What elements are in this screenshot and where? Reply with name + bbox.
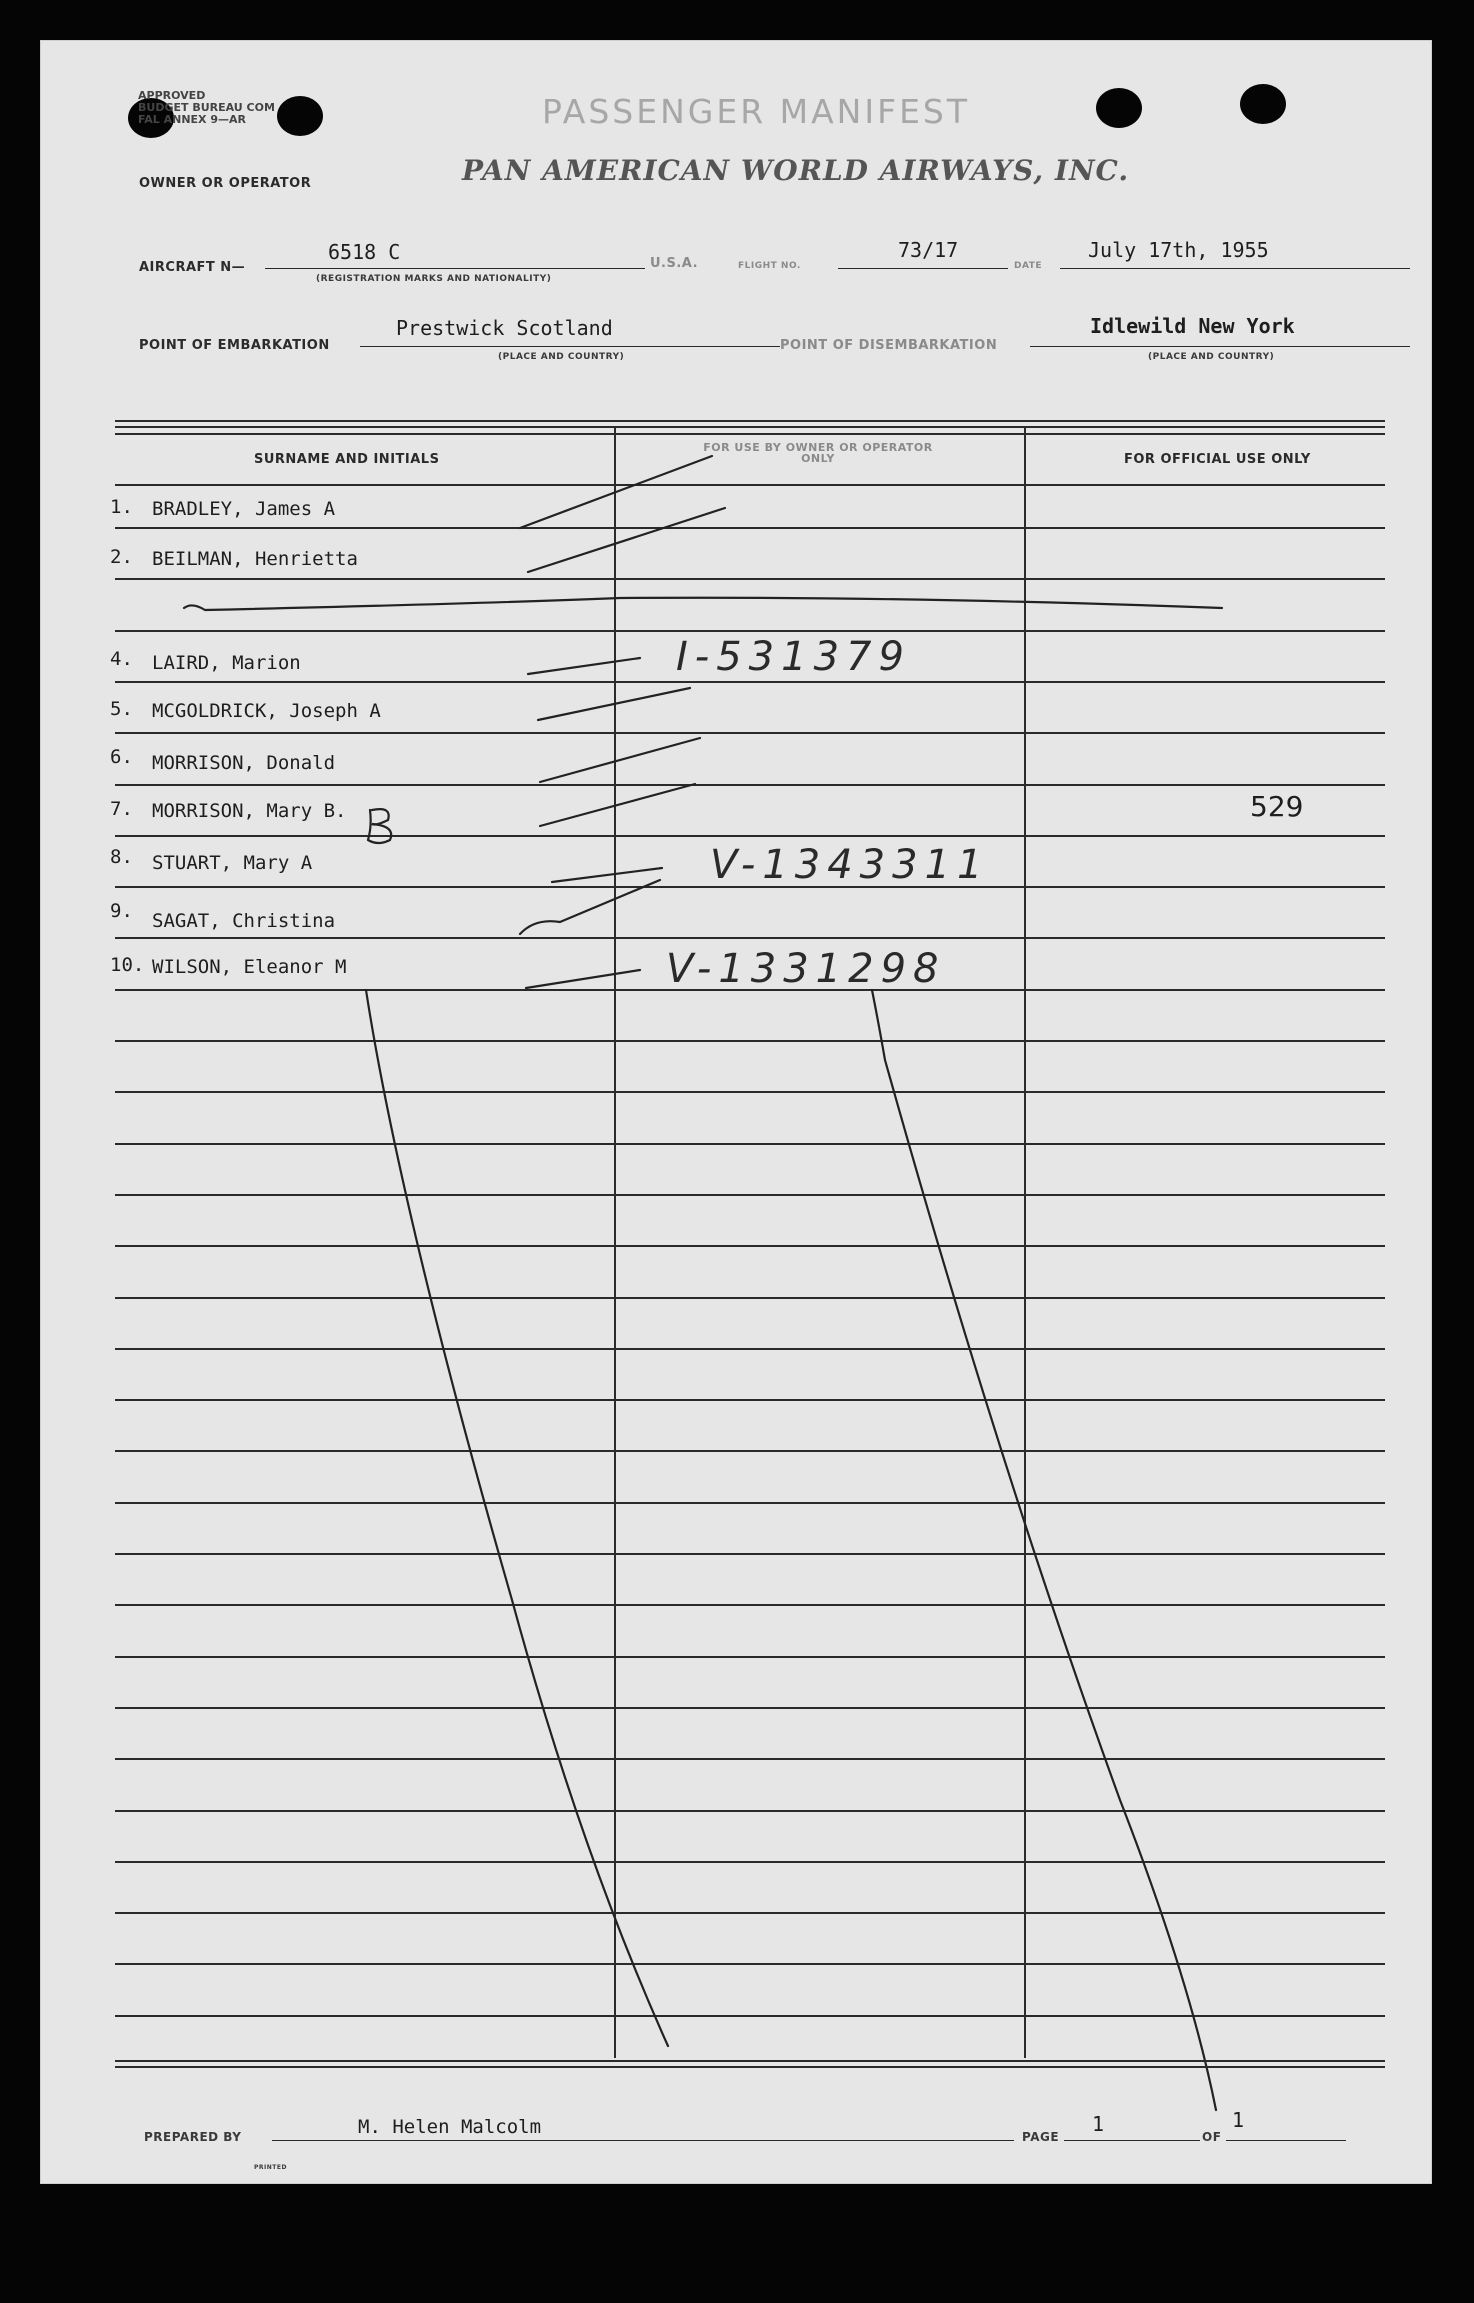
disembarkation-value: Idlewild New York	[1090, 314, 1295, 338]
initial-mark	[368, 809, 391, 843]
passenger-name: MCGOLDRICK, Joseph A	[152, 700, 381, 722]
tick-mark	[520, 880, 660, 934]
approval-line: FAL ANNEX 9—AR	[138, 113, 246, 126]
disembarkation-caption: (PLACE AND COUNTRY)	[1148, 352, 1275, 362]
official-number: 529	[1250, 790, 1304, 823]
row-number: 4.	[110, 648, 133, 670]
passenger-name: WILSON, Eleanor M	[152, 956, 347, 978]
aircraft-label: AIRCRAFT N—	[139, 260, 246, 275]
printed-mark: PRINTED	[254, 2164, 287, 2171]
passenger-name: LAIRD, Marion	[152, 652, 301, 674]
owner-label: OWNER OR OPERATOR	[139, 176, 312, 191]
page-label: PAGE	[1022, 2130, 1060, 2144]
date-value: July 17th, 1955	[1088, 238, 1269, 262]
aircraft-value: 6518 C	[328, 240, 401, 264]
table-bottom-rule	[115, 2060, 1385, 2068]
ditto-line	[366, 990, 668, 2046]
disembarkation-label: POINT OF DISEMBARKATION	[780, 338, 998, 353]
of-underline	[1226, 2140, 1346, 2141]
passenger-name: BRADLEY, James A	[152, 498, 336, 520]
prepared-label: PREPARED BY	[144, 2130, 242, 2144]
document-number: V-1343311	[710, 842, 990, 888]
document-number: V-1331298	[666, 946, 946, 992]
registration-caption: (REGISTRATION MARKS AND NATIONALITY)	[316, 274, 552, 284]
document-number: I-531379	[676, 634, 911, 680]
column-header-owner-text: FOR USE BY OWNER OR OPERATOR ONLY	[703, 441, 933, 465]
column-header-official: FOR OFFICIAL USE ONLY	[1124, 452, 1311, 467]
row-number: 5.	[110, 698, 133, 720]
tick-mark	[520, 456, 712, 528]
passenger-name: MORRISON, Mary B.	[152, 800, 347, 822]
of-value: 1	[1232, 2108, 1245, 2132]
embarkation-value: Prestwick Scotland	[396, 316, 613, 340]
row-number: 6.	[110, 746, 133, 768]
prepared-value: M. Helen Malcolm	[358, 2116, 542, 2138]
passenger-name: STUART, Mary A	[152, 852, 313, 874]
tick-mark	[526, 970, 640, 988]
ditto-line	[872, 990, 1216, 2110]
column-header-surname: SURNAME AND INITIALS	[254, 452, 440, 467]
tick-mark	[552, 868, 662, 882]
passenger-name: BEILMAN, Henrietta	[152, 548, 358, 570]
row-number: 8.	[110, 846, 133, 868]
page-underline	[1064, 2140, 1200, 2141]
row-number: 2.	[110, 546, 133, 568]
flight-value: 73/17	[898, 238, 959, 262]
row-number: 9.	[110, 900, 133, 922]
tick-mark	[528, 658, 640, 674]
row-number: 7.	[110, 798, 133, 820]
strike-line	[184, 598, 1222, 610]
tick-mark	[540, 784, 695, 826]
tick-mark	[538, 688, 690, 720]
passenger-name: MORRISON, Donald	[152, 752, 336, 774]
flight-label: FLIGHT NO.	[738, 261, 801, 271]
row-number: 1.	[110, 496, 133, 518]
usa-label: U.S.A.	[650, 256, 699, 271]
row-number: 10.	[110, 954, 145, 976]
tick-mark	[528, 508, 725, 572]
of-label: OF	[1202, 2130, 1222, 2144]
approval-line: APPROVED	[138, 89, 206, 102]
approval-line: BUDGET BUREAU COM	[138, 101, 275, 114]
tick-mark	[540, 738, 700, 782]
prepared-underline	[272, 2140, 1014, 2141]
airline-name: PAN AMERICAN WORLD AIRWAYS, INC.	[462, 154, 1130, 187]
manifest-title: PASSENGER MANIFEST	[542, 92, 971, 131]
embarkation-caption: (PLACE AND COUNTRY)	[498, 352, 625, 362]
page-value: 1	[1092, 2112, 1105, 2136]
date-label: DATE	[1014, 261, 1043, 271]
embarkation-label: POINT OF EMBARKATION	[139, 338, 330, 353]
passenger-name: SAGAT, Christina	[152, 910, 336, 932]
